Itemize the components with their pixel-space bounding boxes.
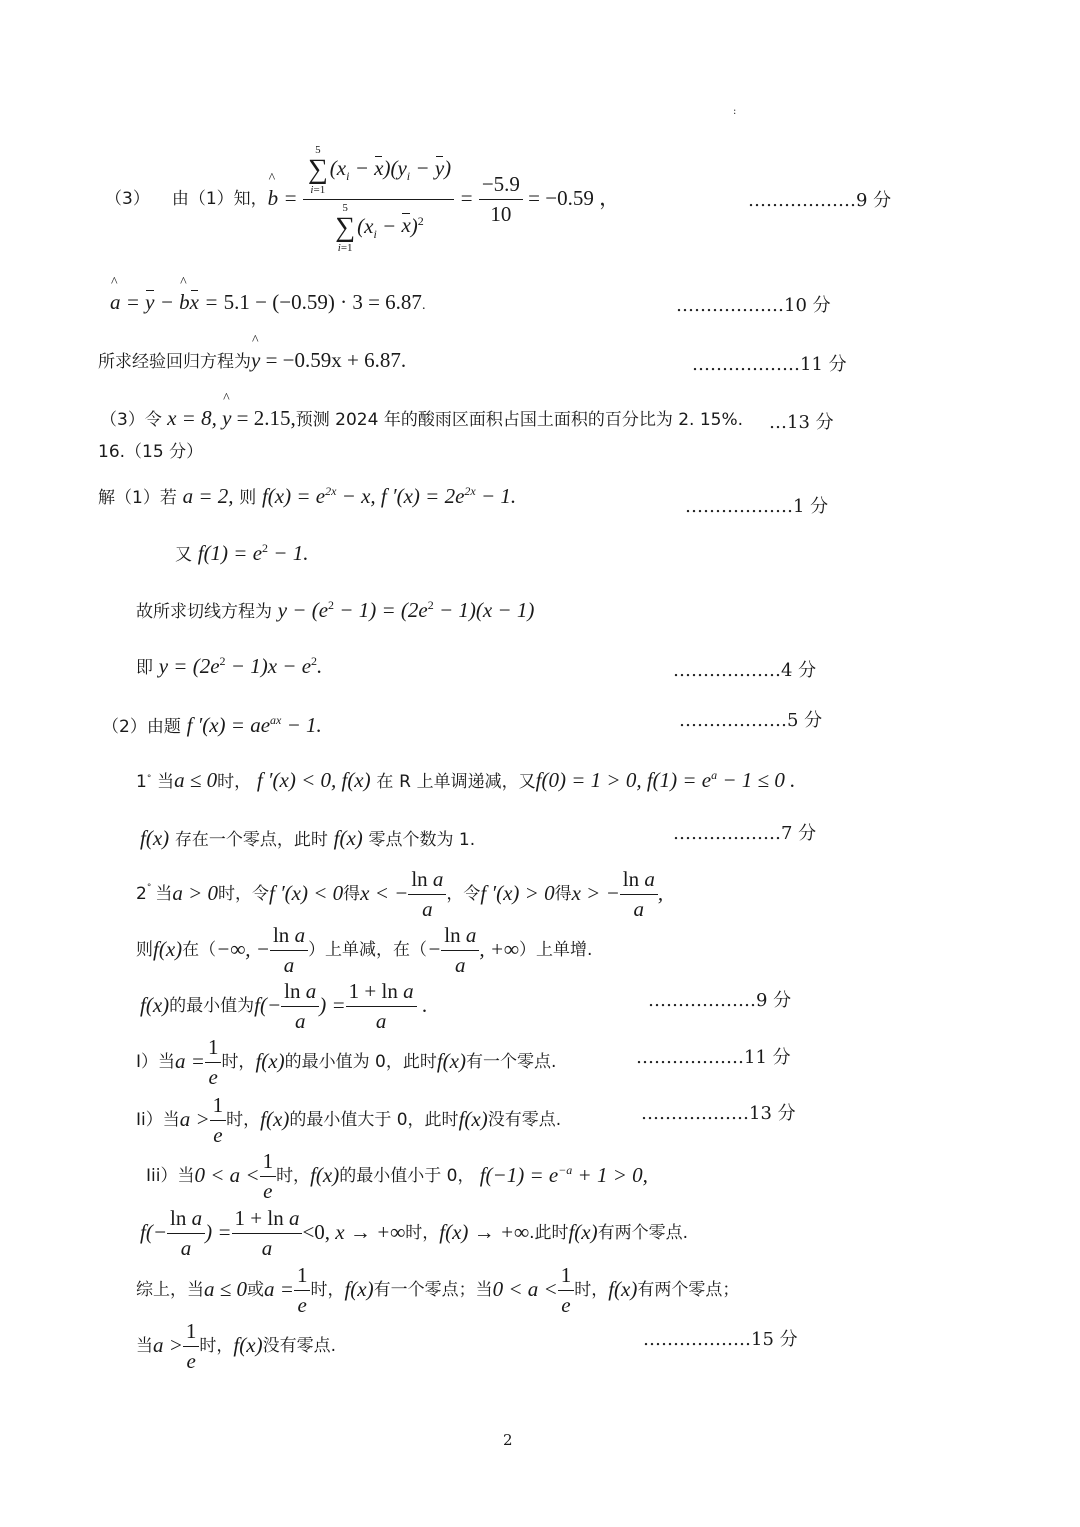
points-4: ………………4 分 [673,660,817,681]
line-last: 当 a > $\frac{1}{e}$ 时， f(x) 没有零点. [136,1319,336,1373]
points-13a: …13 分 [769,412,834,433]
line-min: f(x) 的最小值为 f(− $\frac{\text{ln a}}{a}$ ) = $\frac{\text{1 + ln a}}{a}$ . [140,979,428,1033]
points-9a: ………………9 分 [748,190,892,211]
b-hat-formula: ^ b = 5 ∑ i=1 $(x_i - x)(y_i - y)$ 5 ∑ i=1 $(x_i - x)^2$ = $\frac{-5.9}{10}$ = −0.59 ， [268,144,620,253]
line-case2: 2 ° 当 a > 0 时，令 f ′(x) < 0 得 x < − $\frac{\text{ln a}}{a}$ ，令 f ′(x) > 0 得 x > − $\frac{\text{ln a}}{a}$ , [136,867,664,921]
top-mark: : [733,106,737,117]
points-11b: ………………11 分 [636,1047,791,1068]
line-tangent-short: 即 $y = (2e^2 - 1)x - e^2$. [136,654,323,678]
part3-label: （3） [105,188,150,209]
line-monotonic: 则 f(x) 在（ −∞, − $\frac{\text{ln a}}{a}$ ）上单减，在（ − $\frac{\text{ln a}}{a}$ , +∞ ）上单增. [136,923,593,977]
points-13b: ………………13 分 [641,1103,796,1124]
points-9b: ………………9 分 [648,990,792,1011]
line-sub-ii: Ii）当 a > $\frac{1}{e}$ 时， f(x) 的最小值大于 0，此时 f(x) 没有零点. [136,1093,562,1147]
line-sub-i: I）当 a = $\frac{1}{e}$ 时， f(x) 的最小值为 0，此时 f(x) 有一个零点. [136,1035,557,1089]
points-11a: ………………11 分 [692,354,847,375]
line-two-zeros: f(− $\frac{\text{ln a}}{a}$ ) = $\frac{\text{1 + ln a}}{a}$ <0, x → +∞ 时， f(x) → +∞ .此时 f(x) 有两个零点. [140,1206,689,1260]
line-b-hat [105,140,620,258]
points-15: ………………15 分 [643,1329,798,1350]
page-number: 2 [503,1431,513,1449]
line-case1-conclusion: f(x) 存在一个零点，此时 f(x) 零点个数为 1. [140,826,476,850]
line-f1: 又 $f(1) = e^2 - 1$. [175,541,309,565]
line-regression: 所求经验回归方程为^ y = −0.59x + 6.87. [98,348,406,373]
line-prediction: （3）令 x = 8, ^ y = 2.15,预测 2024 年的酸雨区面积占国土面积的百分比为 2. 15%. [100,406,743,431]
line-case1: 1° 当a ≤ 0时， f ′(x) < 0, f(x) 在 R 上单调递减，又f(0) = 1 > 0, $f(1) = e^a - 1 \le 0$ . [136,768,796,792]
line-sol1: 解（1）若 a = 2, 则 $f(x) = e^{2x} - x$, f $'(x) = 2e^{2x} - 1$. [98,484,517,508]
line-tangent: 故所求切线方程为 $y - (e^2 - 1) = (2e^2 - 1)(x - 1)$ [136,598,535,622]
part3-intro: 由（1）知， [171,188,268,209]
line-sub-iii: Iii）当 0 < a < $\frac{1}{e}$ 时， f(x) 的最小值小于 0， $f(-1) = e^{-a} + 1 > 0$, [146,1149,648,1203]
q16-title: 16.（15 分） [98,442,204,462]
line-a-hat: ^ a = y − ^ bx = 5.1 − (−0.59) · 3 = 6.87. [110,290,425,315]
points-5: ………………5 分 [679,710,823,731]
points-7: ………………7 分 [673,823,817,844]
points-10a: ………………10 分 [676,295,831,316]
line-summary: 综上，当 a ≤ 0 或 a = $\frac{1}{e}$ 时， f(x) 有一个零点；当 0 < a < $\frac{1}{e}$ 时， f(x) 有两个零点； [136,1263,740,1317]
line-part2: （2）由题 f $'(x) = ae^{ax} - 1$. [102,713,322,737]
points-1: ………………1 分 [685,496,829,517]
